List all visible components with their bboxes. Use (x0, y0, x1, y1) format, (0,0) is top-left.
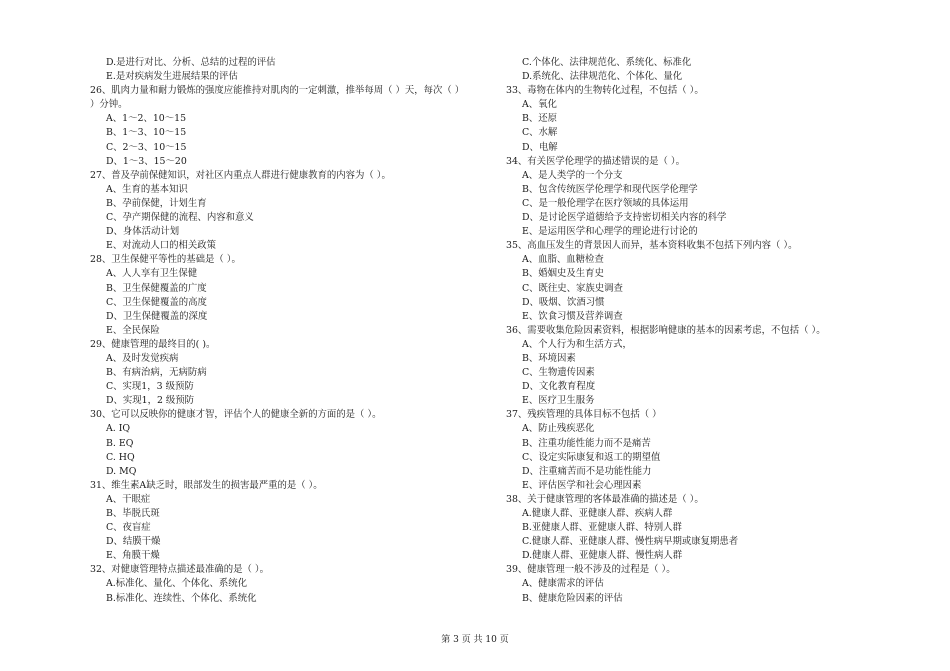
answer-option: C.个体化、法律规范化、系统化、标准化 (522, 57, 692, 68)
answer-option: A、氧化 (522, 99, 557, 111)
answer-option: D、实现1，2 级预防 (106, 395, 195, 407)
answer-option: C、2～3、10～15 (106, 141, 187, 153)
answer-option: D、注重痛苦而不是功能性能力 (522, 465, 652, 477)
question-stem: 34、有关医学伦理学的描述错误的是（ ）。 (506, 155, 685, 167)
answer-option: D、电解 (522, 141, 558, 153)
answer-option: A、健康需求的评估 (522, 578, 604, 590)
question-stem: 38、关于健康管理的客体最准确的描述是（ ）。 (506, 493, 704, 505)
answer-option: C、卫生保健覆盖的高度 (106, 296, 207, 308)
answer-option: B、婚姻史及生育史 (522, 268, 604, 280)
answer-option: D、文化教育程度 (522, 381, 596, 393)
answer-option: E、角膜干燥 (106, 550, 160, 562)
answer-option: B、注重功能性能力而不是痛苦 (522, 437, 651, 449)
answer-option: C.健康人群、亚健康人群、慢性病早期或康复期患者 (522, 536, 739, 548)
answer-option: B.标准化、连续性、个体化、系统化 (106, 592, 257, 604)
question-stem: 39、健康管理一般不涉及的过程是（ ）。 (506, 564, 676, 576)
question-stem: 27、普及孕前保健知识，对社区内重点人群进行健康教育的内容为（ ）。 (90, 169, 391, 181)
answer-option: E、对流动人口的相关政策 (106, 240, 216, 252)
answer-option: B. EQ (106, 437, 134, 449)
question-stem: 28、卫生保健平等性的基础是（ ）。 (90, 254, 241, 266)
question-stem: 35、高血压发生的背景因人而异，基本资料收集不包括下列内容（ ）。 (506, 240, 798, 252)
answer-option: E.是对疾病发生进展结果的评估 (106, 71, 238, 83)
answer-option: E、医疗卫生服务 (522, 395, 595, 407)
answer-option: D、是讨论医学道德给予支持密切相关内容的科学 (522, 212, 727, 224)
answer-option: A、生育的基本知识 (106, 183, 188, 195)
answer-option: A、个人行为和生活方式， (522, 338, 632, 350)
answer-option: A.健康人群、亚健康人群、疾病人群 (522, 508, 673, 519)
question-stem: 29、健康管理的最终目的( )。 (90, 338, 216, 350)
answer-option: E、是运用医学和心理学的理论进行讨论的 (522, 226, 698, 238)
answer-option: D. MQ (106, 465, 137, 477)
answer-option: D.系统化、法律规范化、个体化、量化 (522, 71, 683, 83)
question-stem: 33、毒物在体内的生物转化过程，不包括（ ）。 (506, 85, 704, 97)
answer-option: E、饮食习惯及营养调查 (522, 310, 623, 322)
answer-option: D.是进行对比、分析、总结的过程的评估 (106, 57, 276, 68)
question-stem: 32、对健康管理特点描述最准确的是（ ）。 (90, 564, 269, 576)
answer-option: C、既往史、家族史调查 (522, 282, 623, 294)
answer-option: E、全民保险 (106, 324, 160, 336)
answer-option: A、1～2、10～15 (106, 113, 187, 125)
answer-option: C、孕产期保健的流程、内容和意义 (106, 212, 254, 224)
answer-option: D、结膜干燥 (106, 536, 161, 548)
page-footer (0, 632, 950, 645)
question-stem: 26、肌肉力量和耐力锻炼的强度应能推持对肌肉的一定刺激，推举每周（ ）天，每次（ ） (90, 85, 465, 97)
answer-option: C、设定实际康复和返工的期望值 (522, 451, 661, 463)
answer-option: B、环境因素 (522, 352, 576, 364)
answer-option: A、干眼症 (106, 493, 151, 505)
answer-option: B、1～3、10～15 (106, 127, 187, 139)
answer-option: A、血脂、血糖检查 (522, 254, 604, 266)
answer-option: D、吸烟、饮酒习惯 (522, 296, 605, 308)
answer-option: B、还原 (522, 113, 558, 125)
left-column (90, 56, 500, 606)
answer-option: C、夜盲症 (106, 522, 151, 534)
answer-option: A. IQ (106, 423, 131, 435)
answer-option: A、防止残疾恶化 (522, 423, 595, 435)
question-stem-continued: ）分钟。 (90, 99, 128, 111)
answer-option: A.标准化、量化、个体化、系统化 (106, 578, 248, 590)
answer-option: B、卫生保健覆盖的广度 (106, 282, 207, 294)
question-stem: 37、残疾管理的具体目标不包括（ ） (506, 409, 662, 421)
question-stem: 31、维生素A缺乏时，眼部发生的损害最严重的是（ ）。 (90, 479, 323, 491)
answer-option: D.健康人群、亚健康人群、慢性病人群 (522, 550, 683, 562)
answer-option: E、评估医学和社会心理因素 (522, 479, 642, 491)
answer-option: A、是人类学的一个分支 (522, 169, 623, 181)
answer-option: B、有病治病，无病防病 (106, 367, 207, 379)
question-stem: 30、它可以反映你的健康才智，评估个人的健康全新的方面的是（ ）。 (90, 409, 382, 421)
answer-option: A、及时发觉疾病 (106, 352, 179, 364)
answer-option: C、水解 (522, 127, 558, 139)
page-number: 第 3 页 共 10 页 (441, 635, 509, 645)
answer-option: C、实现1，3 级预防 (106, 381, 194, 393)
answer-option: A、人人享有卫生保健 (106, 268, 198, 280)
answer-option: D、卫生保健覆盖的深度 (106, 310, 208, 322)
question-stem: 36、需要收集危险因素资料，根据影响健康的基本的因素考虑，不包括（ ）。 (506, 324, 826, 336)
answer-option: C. HQ (106, 451, 135, 463)
right-column (506, 56, 916, 606)
answer-option: B、包含传统医学伦理学和现代医学伦理学 (522, 183, 698, 195)
answer-option: B、毕脱氏斑 (106, 508, 160, 519)
answer-option: D、身体活动计划 (106, 226, 180, 238)
answer-option: D、1～3、15～20 (106, 155, 187, 167)
answer-option: B.亚健康人群、亚健康人群、特别人群 (522, 522, 682, 534)
answer-option: C、生物遗传因素 (522, 367, 595, 379)
answer-option: B、健康危险因素的评估 (522, 592, 623, 604)
answer-option: B、孕前保健，计划生育 (106, 197, 207, 209)
answer-option: C、是一般伦理学在医疗领域的具体运用 (522, 197, 689, 209)
